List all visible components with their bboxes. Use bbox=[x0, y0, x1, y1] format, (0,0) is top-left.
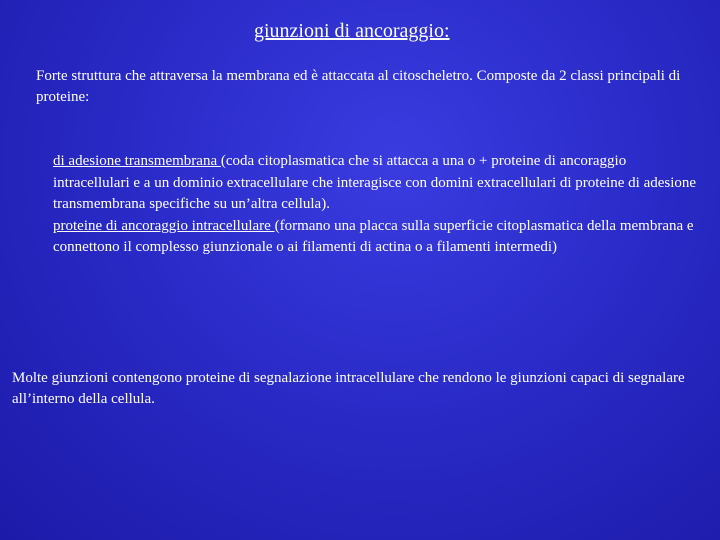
list-item-description: (coda citoplasmatica che si attacca a una o + proteine di ancoraggio intracellulari e a un dominio extracellulare che interagisce con domini extracellulari di proteine di adesione transmembrana specifiche su un’altra cellula). bbox=[53, 153, 697, 212]
list-item-intracellular bbox=[53, 216, 703, 259]
slide-title: giunzioni di ancoraggio: bbox=[254, 20, 450, 42]
protein-classes-list bbox=[53, 151, 703, 259]
intro-paragraph: Forte struttura che attraversa la membrana ed è attaccata al citoscheletro. Composte da 2 classi principali di proteine: bbox=[36, 68, 681, 105]
list-item-description: (formano una placca sulla superficie citoplasmatica della membrana e connettono il complesso giunzionale o ai filamenti di actina o a filamenti intermedi) bbox=[53, 217, 694, 255]
closing-paragraph: Molte giunzioni contengono proteine di segnalazione intracellulare che rendono le giunzioni capaci di segnalare all’interno della cellula. bbox=[12, 370, 685, 407]
list-item-transmembrane bbox=[53, 151, 703, 216]
list-item-term: proteine di ancoraggio intracellulare bbox=[53, 217, 275, 234]
list-item-term: di adesione transmembrana bbox=[53, 153, 221, 169]
